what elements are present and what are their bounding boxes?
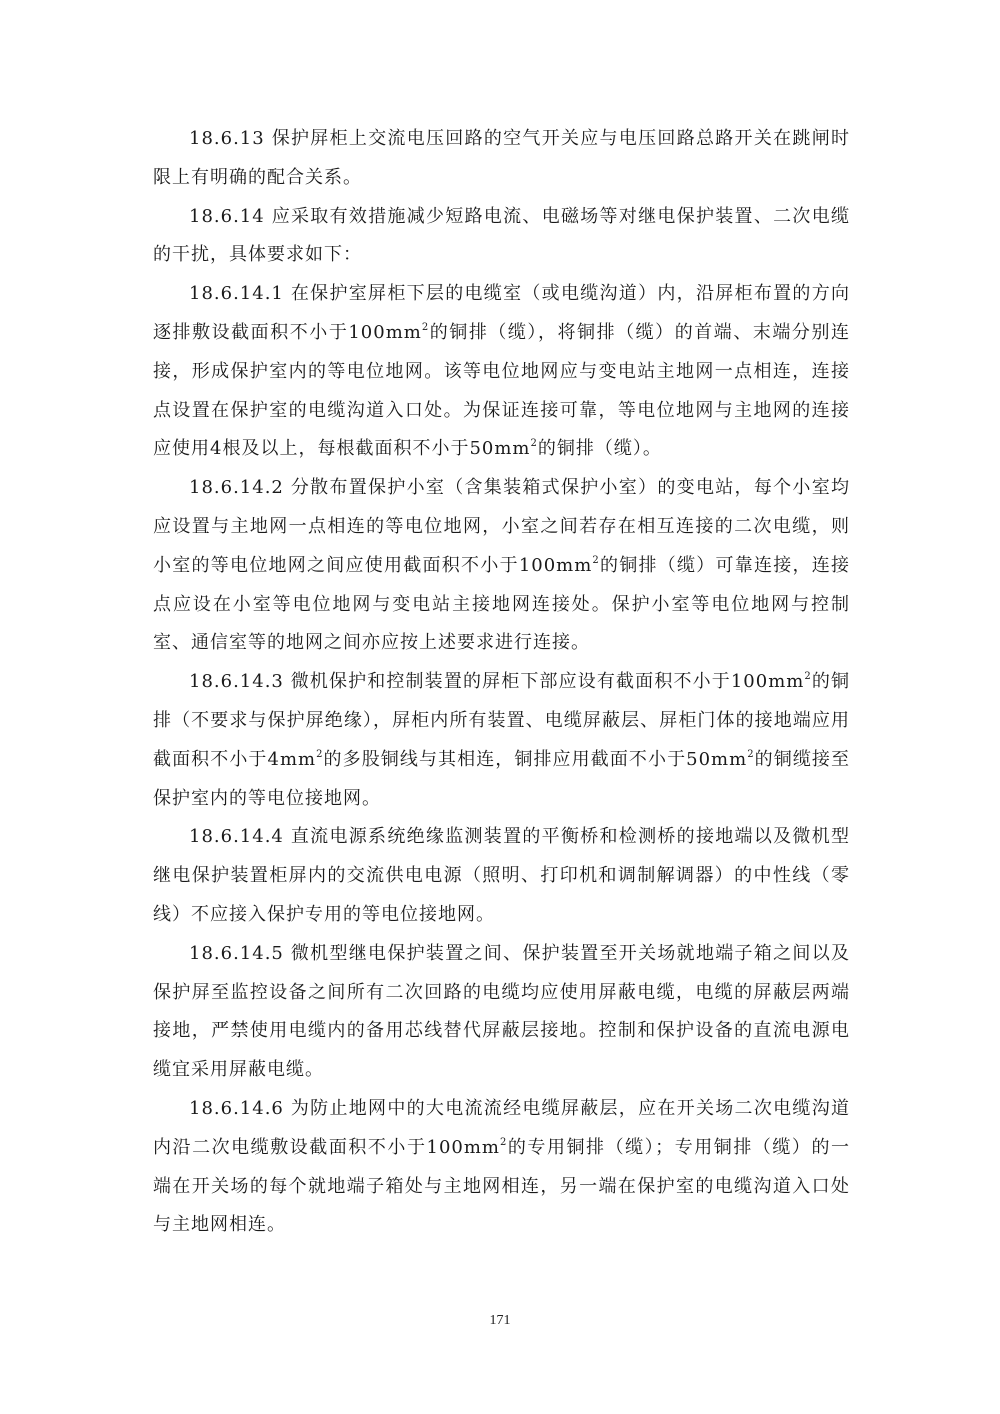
superscript-two: 2 [804,671,812,683]
superscript-two: 2 [316,748,324,760]
paragraph-18-6-14-3: 18.6.14.3 微机保护和控制装置的屏柜下部应设有截面积不小于$100mm^2$的铜排（不要求与保护屏绝缘），屏柜内所有装置、电缆屏蔽层、屏柜门体的接地端应用截面积不小于$4mm^2$的多股铜线与其相连，铜排应用截面不小于$50mm^2$的铜缆接至保护室内的等电位接地网。 [153,671,851,809]
superscript-two: 2 [592,554,600,566]
paragraph-18-6-14-5: 18.6.14.5 微机型继电保护装置之间、保护装置至开关场就地端子箱之间以及保护屏至监控设备之间所有二次回路的电缆均应使用屏蔽电缆，电缆的屏蔽层两端接地，严禁使用电缆内的备用芯线替代屏蔽层接地。控制和保护设备的直流电源电缆宜采用屏蔽电缆。 [153,942,850,1081]
paragraph-18-6-14-6: 18.6.14.6 为防止地网中的大电流流经电缆屏蔽层，应在开关场二次电缆沟道内沿二次电缆敷设截面积不小于$100mm^2$的专用铜排（缆）；专用铜排（缆）的一端在开关场的每个就地端子箱处与主地网相连，另一端在保护室的电缆沟道入口处与主地网相连。 [153,1097,850,1236]
superscript-two: 2 [747,748,755,760]
paragraph-18-6-14-1: 18.6.14.1 在保护室屏柜下层的电缆室（或电缆沟道）内，沿屏柜布置的方向逐排敷设截面积不小于$100mm^2$的铜排（缆），将铜排（缆）的首端、末端分别连接，形成保护室内的等电位地网。该等电位地网应与变电站主地网一点相连，连接点设置在保护室的电缆沟道入口处。为保证连接可靠，等电位地网与主地网的连接应使用4根及以上，每根截面积不小于$50mm^2$的铜排（缆）。 [153,283,850,460]
superscript-two: 2 [421,321,430,333]
superscript-two: 2 [530,438,538,450]
document-body [153,120,850,1245]
paragraph-18-6-13: 18.6.13 保护屏柜上交流电压回路的空气开关应与电压回路总路开关在跳闸时限上有明确的配合关系。 [153,128,850,188]
paragraph-18-6-14-4: 18.6.14.4 直流电源系统绝缘监测装置的平衡桥和检测桥的接地端以及微机型继电保护装置柜屏内的交流供电电源（照明、打印机和调制解调器）的中性线（零线）不应接入保护专用的等电位接地网。 [153,826,850,925]
superscript-two: 2 [499,1136,508,1148]
page-number: 171 [489,1313,511,1328]
paragraph-18-6-14: 18.6.14 应采取有效措施减少短路电流、电磁场等对继电保护装置、二次电缆的干扰，具体要求如下： [153,205,850,266]
paragraph-18-6-14-2: 18.6.14.2 分散布置保护小室（含集装箱式保护小室）的变电站，每个小室均应设置与主地网一点相连的等电位地网，小室之间若存在相互连接的二次电缆，则小室的等电位地网之间应使用截面积不小于$100mm^2$的铜排（缆）可靠连接，连接点应设在小室等电位地网与变电站主接地网连接处。保护小室等电位地网与控制室、通信室等的地网之间亦应按上述要求进行连接。 [153,477,851,654]
